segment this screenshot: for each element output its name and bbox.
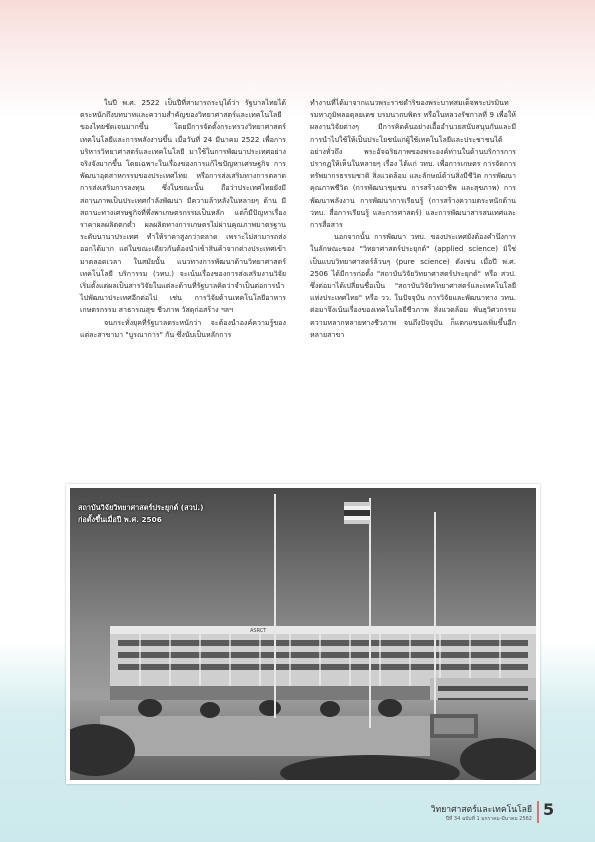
historic-building-photo (70, 488, 536, 780)
thai-flag-icon (344, 502, 370, 524)
article-paragraph: จนกระทั่งยุคที่รัฐบาลตระหนักว่า จะต้องนำองค์ความรู้ของแต่ละสาขามา "บูรณาการ" กัน ซึ่งนับเป็นหลักการ (80, 317, 286, 339)
article-paragraph: นอกจากนั้น การพัฒนา วทบ. ของประเทศยังต้องคำนึงการในลักษณะของ "วิทยาศาสตร์ประยุกต์" (applied science) มิใช่เป็นแบบวิทยาศาสตร์ล้วนๆ (pure science) ดังเช่น เมื่อปี พ.ศ. 2506 ได้มีการก่อตั้ง "สถาบันวิจัยวิทยาศาสตร์ประยุกต์" หรือ สวป. ซึ่งต่อมาได้เปลี่ยนชื่อเป็น "สถาบันวิจัยวิทยาศาสตร์และเทคโนโลยีแห่งประเทศไทย" หรือ วว. ในปัจจุบัน การวิจัยและพัฒนาทาง วทน. ต่อมาจึงเน้นเรื่องของเทคโนโลยีชีวภาพ สิ่งแวดล้อม พันธุวิศวกรรม ความหลากหลายทางชีวภาพ จนถึงปัจจุบัน ก็แตกแขนงเพิ่มขึ้นอีกหลายสาขา (310, 232, 516, 339)
article-paragraph: ในปี พ.ศ. 2522 เป็นปีที่สามารถระบุได้ว่า รัฐบาลไทยได้ตระหนักถึงบทบาทและความสำคัญของวิทยาศาสตร์และเทคโนโลยีของไทยชัดเจนมากขึ้น โดยมีการจัดตั้งกระทรวงวิทยาศาสตร์ เทคโนโลยีและการพลังงานขึ้น เมื่อวันที่ 24 มีนาคม 2522 เพื่อการบริหารวิทยาศาสตร์และเทคโนโลยี มาใช้ในการพัฒนาประเทศอย่างจริงจังมากขึ้น โดยเฉพาะในเรื่องของการแก้ไขปัญหาเศรษฐกิจ การพัฒนาอุตสาหกรรมของประเทศไทย หรือการส่งเสริมทางการตลาด การส่งเสริมการลงทุน ซึ่งในขณะนั้น ถือว่าประเทศไทยยังมีสถานภาพเป็นประเทศกำลังพัฒนา มีความล้าหลังในหลายๆ ด้าน มีสถานะทางเศรษฐกิจที่พึ่งพาเกษตรกรรมเป็นหลัก แต่ก็มีปัญหาเรื่องราคาผลผลิตตกต่ำ ผลผลิตทางการเกษตรไม่ผ่านคุณภาพมาตรฐานระดับนานาประเทศ ทำให้ราคาสูงกว่าตลาด เพราะไม่สามารถส่งออกได้มาก แต่ในขณะเดียวกันต้องนำเข้าสินค้าจากต่างประเทศเข้ามาตลอดเวลา ในสมัยนั้น แนวทางการพัฒนาด้านวิทยาศาสตร์เทคโนโลยี บริการรม (วทบ.) จะเน้นเรื่องของการส่งเสริมงานวิจัย เริ่มตั้งแต่ผลเป็นสารวิจัยในแต่ละด้านที่รัฐบาลคิดว่าจำเป็นต่อการนำไปพัฒนาประเทศอีกต่อไป เช่น การวิจัยด้านเทคโนโลยีอาหาร เกษตรกรรม สาธารณสุข ชีวภาพ วัสดุก่อสร้าง ฯลฯ (80, 98, 286, 315)
photo-illustration (70, 488, 536, 780)
magazine-title: วิทยาศาสตร์และเทคโนโลยี (430, 805, 532, 815)
photo-caption (78, 502, 258, 526)
article-column-right (310, 97, 516, 341)
footer-divider (537, 801, 539, 823)
page-number: 5 (543, 800, 555, 819)
building-sign-text: ASRCT (250, 628, 267, 634)
issue-info: ปีที่ 34 ฉบับที่ 1 มกราคม-มีนาคม 2562 (445, 816, 532, 822)
article-paragraph: ทำงานที่ได้มาจากแนวพระราชดำริของพระบาทสมเด็จพระปรมินทรมหาภูมิพลอดุลยเดช บรมนาถบพิตร หรือในหลวงรัชกาลที่ 9 เพื่อให้ผลงานวิจัยต่างๆ มีการคิดค้นอย่างเอื้ออำนวยสนับสนุนกันและมีการนำไปใช้ให้เป็นประโยชน์แก่ผู้ใช้เทคโนโลยีและประชาชนได้อย่างทั่วถึง พระอัจฉริยภาพของพระองค์ท่านในด้านบริการการปรากฏให้เห็นในหลายๆ เรื่อง ได้แก่ วทบ. เพื่อการเกษตร การจัดการทรัพยากรธรรมชาติ สิ่งแวดล้อม และลักษณ์ด้านสิ่งมีชีวิต การพัฒนาคุณภาพชีวิต (การพัฒนาชุมชน การสร้างอาชีพ และสุขภาพ) การพัฒนาพลังงาน การพัฒนาการเรียนรู้ (การสร้างความตระหนักด้าน วทบ. สื่อการเรียนรู้ และการศาสตร์) และการพัฒนาสารสนเทศและการสื่อสาร (310, 98, 516, 230)
article-column-left (80, 97, 286, 341)
photo-caption-line: สถาบันวิจัยวิทยาศาสตร์ประยุกต์ (สวป.) (78, 503, 204, 512)
photo-caption-line: ก่อตั้งขึ้นเมื่อปี พ.ศ. 2506 (78, 515, 162, 524)
